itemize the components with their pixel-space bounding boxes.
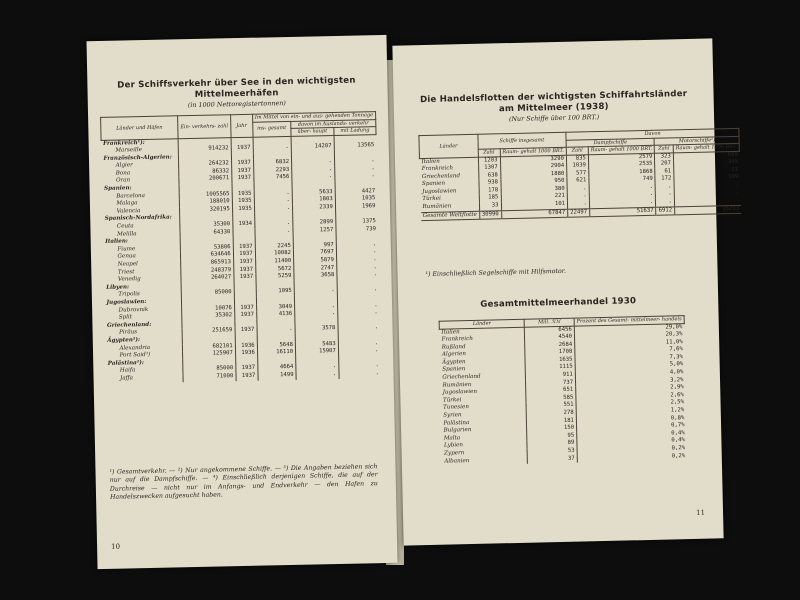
row-label: Rußland	[441, 343, 466, 351]
row-value: 1935	[232, 206, 254, 214]
row-percent: 7,3%	[575, 354, 685, 364]
col-header-traffic: Ein- verkehrs- zahl	[178, 115, 231, 139]
row-label: Alexandria	[119, 344, 151, 352]
row-label: Neapel	[117, 261, 138, 268]
row-value: 53	[527, 448, 577, 457]
row-label: Oran	[115, 177, 131, 185]
row-label: Dubrovnik	[118, 306, 149, 314]
row-value: .	[254, 205, 292, 213]
row-percent: 3,2%	[575, 377, 685, 387]
row-value: 172	[655, 176, 674, 184]
right-page	[392, 38, 740, 545]
row-label: Italien	[421, 158, 440, 165]
row-value: 682101	[182, 343, 235, 352]
row-label: Tunesien	[443, 404, 469, 412]
row-label: Bulgarien	[443, 427, 472, 434]
fleet-total-c: 22497	[568, 208, 590, 217]
row-label: Ceuta	[116, 223, 134, 230]
row-value: 2904	[500, 163, 567, 172]
row-value: 178	[479, 187, 501, 195]
row-value: 997	[293, 242, 336, 250]
row-label: Fiume	[117, 246, 136, 253]
row-value: 651	[526, 387, 576, 396]
row-label: Rumänien	[422, 203, 452, 211]
trade-table-body	[439, 323, 687, 466]
row-label: Spanisch-Nordafrika:	[104, 214, 172, 223]
row-value: 4540	[525, 334, 575, 343]
row-value: .	[656, 198, 675, 207]
row-value: 33	[479, 202, 501, 211]
row-value: 835	[566, 154, 588, 163]
row-value: .	[589, 199, 656, 209]
left-page-number: 10	[111, 542, 121, 551]
row-value: .	[338, 340, 380, 348]
left-page-title: Der Schiffsverkehr über See in den wichtigsten Mittelmeerhäfen	[117, 75, 356, 100]
row-label: Italien	[441, 328, 460, 336]
row-value: 199	[674, 174, 741, 183]
row-value: .	[674, 182, 741, 191]
row-value: 7697	[293, 249, 336, 257]
fleet-total-f: 15233	[674, 205, 741, 215]
row-label: Barcelona	[116, 192, 145, 200]
row-value: 3290	[500, 155, 567, 165]
row-value: 86332	[179, 168, 232, 177]
row-label: Griechenland	[421, 172, 461, 180]
right-page-number: 11	[696, 508, 706, 517]
row-value: 1039	[567, 162, 589, 170]
row-value: 35302	[182, 312, 235, 321]
row-value: 13565	[334, 142, 376, 150]
col-header-own: ins- gesamt	[252, 121, 291, 137]
left-page	[87, 35, 398, 569]
row-label: Jaffa	[120, 375, 134, 382]
row-value: .	[292, 158, 335, 166]
row-value: .	[296, 371, 339, 379]
row-label: Lybien	[443, 442, 464, 450]
row-value: 1095	[256, 288, 294, 296]
row-value: 1969	[335, 203, 377, 211]
row-value: 207	[655, 160, 674, 168]
row-value: 1934	[233, 221, 255, 229]
row-value: 264027	[181, 274, 234, 283]
row-value: 89	[527, 440, 577, 449]
trade-col-pct: Prozent des Gesamt- mittelmeer- handels	[574, 316, 684, 326]
row-value: .	[567, 185, 589, 193]
row-label: Jugoslawien	[422, 188, 457, 195]
row-value: .	[255, 220, 293, 228]
row-value: 61	[655, 168, 674, 176]
row-value: .	[337, 286, 379, 294]
row-value: .	[292, 173, 335, 181]
row-value: 14207	[291, 143, 334, 151]
row-value: .	[339, 370, 381, 378]
fleet-col-tons: Raum- gehalt 1000 BRT.	[673, 143, 740, 152]
row-value: .	[336, 256, 378, 264]
row-label: Albanien	[444, 457, 470, 465]
row-value: 3658	[294, 272, 337, 280]
row-value: 1005565	[179, 191, 232, 200]
col-header-foreign: davon im Auslands- verkehr	[291, 119, 376, 128]
row-percent: 1,2%	[576, 407, 686, 417]
row-value: 3049	[256, 303, 294, 311]
row-value: .	[674, 197, 741, 207]
row-value: .	[589, 184, 656, 193]
col-header-year: Jahr	[230, 114, 252, 137]
row-label: Bona	[115, 170, 131, 177]
row-label: Melilla	[116, 230, 137, 238]
row-value: 2747	[294, 265, 337, 273]
row-value: 585	[526, 394, 576, 403]
row-value: 37	[528, 455, 578, 464]
row-value: 2293	[253, 167, 291, 175]
row-percent: 0,7%	[577, 422, 687, 432]
row-value: 15907	[296, 348, 339, 356]
row-value: .	[296, 363, 339, 371]
row-label: Griechenland:	[106, 321, 152, 329]
row-value: 221	[501, 193, 568, 202]
row-value: 2339	[292, 204, 335, 212]
fleet-total-label: Gesamte Weltflotte	[422, 211, 477, 219]
row-label: Rumänien	[442, 381, 472, 389]
row-value: 85000	[181, 290, 234, 299]
row-value: 4664	[258, 364, 296, 372]
row-value: 911	[526, 372, 576, 381]
row-value: 1937	[231, 168, 253, 176]
fleet-col-count: Zahl	[478, 149, 500, 157]
row-value: 16110	[257, 349, 295, 357]
row-value: 1937	[234, 266, 256, 274]
row-value: .	[338, 347, 380, 355]
row-value: .	[253, 144, 291, 152]
row-value: 323	[655, 152, 674, 161]
row-value: 938	[479, 180, 501, 188]
row-value: .	[295, 303, 338, 311]
row-value: 251659	[182, 327, 235, 336]
row-label: Frankreich	[441, 336, 474, 343]
fleet-col-tons: Raum- gehalt 1000 BRT.	[588, 145, 655, 154]
row-value: 1937	[236, 373, 258, 381]
row-value: .	[295, 310, 338, 318]
trade-col-value: Mill. ℛℳ	[524, 318, 574, 327]
fleet-col-motor: Motorschiffe¹)	[654, 136, 739, 145]
row-percent: 4,0%	[575, 369, 685, 379]
row-value: 345	[673, 159, 740, 168]
row-value: .	[294, 287, 337, 295]
row-label: Algerien	[441, 351, 467, 358]
row-value: 11400	[255, 258, 293, 266]
row-label: Französisch-Algerien:	[103, 154, 172, 162]
row-percent: 7,6%	[575, 346, 685, 356]
row-label: Türkei	[422, 196, 441, 203]
row-value: 1937	[235, 327, 257, 335]
row-value: 1936	[235, 350, 257, 358]
row-value: 5648	[257, 341, 295, 349]
row-value: 181	[527, 417, 577, 426]
row-percent: 2,5%	[576, 400, 686, 410]
row-value: .	[337, 264, 379, 272]
row-value: 95	[527, 432, 577, 441]
row-label: Venedig	[117, 276, 141, 283]
row-value: 1880	[500, 170, 567, 179]
row-value: 248379	[181, 267, 234, 276]
fleet-subtitle: (Nur Schiffe über 100 BRT.)	[508, 113, 600, 124]
row-value: 1937	[236, 365, 258, 373]
row-value: 1937	[234, 304, 256, 312]
trade-col-country: Länder	[439, 319, 525, 328]
row-value: 7456	[254, 174, 292, 182]
row-value: 10076	[182, 305, 235, 314]
row-value: .	[589, 191, 656, 200]
row-value: .	[335, 173, 377, 181]
fleet-total-d: 51637	[589, 207, 656, 217]
row-value: .	[567, 193, 589, 201]
row-value: .	[337, 302, 379, 310]
row-percent: 0,4%	[577, 430, 687, 440]
row-value: 1937	[234, 274, 256, 282]
row-label: Griechenland	[442, 373, 481, 381]
row-value: 680	[673, 151, 740, 161]
fleet-total-b: 67847	[501, 209, 568, 219]
row-label: Ägypten²):	[107, 337, 141, 344]
row-label: Frankreich¹):	[103, 139, 145, 147]
row-value: 35300	[180, 221, 233, 230]
row-value: 150	[527, 425, 577, 434]
trade-title: Gesamtmittelmeerhandel 1930	[480, 296, 637, 310]
row-value: 2535	[588, 161, 655, 170]
row-percent: 20,3%	[574, 331, 684, 341]
row-value: 53806	[180, 244, 233, 253]
fleet-col-count: Zahl	[566, 147, 588, 155]
row-value: .	[254, 190, 292, 198]
row-value: 5483	[295, 341, 338, 349]
fleet-col-steam: Dampfschiffe	[566, 138, 655, 148]
row-label: Spanien	[442, 366, 466, 374]
row-label: Genua	[117, 253, 136, 261]
row-value: 1936	[235, 342, 257, 350]
row-label: Tripolis	[118, 291, 140, 298]
row-value: 6832	[253, 159, 291, 167]
row-label: Triest	[117, 268, 135, 276]
row-value: 101	[501, 201, 568, 211]
row-value: 1935	[232, 190, 254, 198]
col-header-group: Im Mittel von ein- und aus- gehenden Tonnage	[252, 112, 375, 122]
row-value: 5259	[256, 273, 294, 281]
row-label: Zypern	[444, 450, 465, 457]
row-value: 1937	[231, 160, 253, 168]
row-value: 914232	[178, 145, 231, 154]
row-percent: 0,2%	[577, 453, 687, 463]
row-value: 950	[500, 178, 567, 187]
row-label: Italien:	[105, 238, 129, 246]
col-header-country: Länder und Häfen	[101, 116, 178, 140]
row-label: Syrien	[443, 412, 462, 419]
row-value: 85000	[183, 365, 236, 374]
fleet-footnote: ¹) Einschließlich Segelschiffe mit Hilfsmotor.	[425, 267, 567, 278]
row-value: 1868	[589, 168, 656, 177]
row-value: .	[674, 189, 741, 198]
row-label: Frankreich	[421, 165, 454, 173]
row-percent: 2,6%	[576, 392, 686, 402]
row-percent: 0,2%	[577, 445, 687, 455]
row-value: 739	[336, 226, 378, 234]
row-value: 1375	[336, 218, 378, 226]
row-value: .	[336, 241, 378, 249]
row-value: .	[334, 157, 376, 165]
row-value: 278	[527, 410, 577, 419]
row-value: 551	[526, 402, 576, 411]
row-value: 1035	[335, 195, 377, 203]
fleet-title: Die Handelsflotten der wichtigsten Schiffahrtsländer am Mittelmeer (1938)	[419, 89, 688, 115]
col-header-total: über- haupt	[291, 128, 334, 136]
row-value: 1937	[232, 175, 254, 183]
row-value: 749	[589, 176, 656, 185]
row-value: 1708	[525, 349, 575, 358]
row-value: .	[339, 362, 381, 370]
row-value: 1257	[293, 227, 336, 235]
row-percent: 11,0%	[575, 339, 685, 349]
row-value: 320195	[179, 206, 232, 215]
row-value: 865913	[181, 259, 234, 268]
row-label: Spanien	[421, 180, 446, 188]
row-label: Marseille	[115, 147, 142, 154]
fleet-col-tons: Raum- gehalt 1000 BRT.	[500, 147, 567, 156]
row-label: Malta	[443, 435, 461, 442]
row-value: 125907	[182, 350, 235, 359]
row-label: Valencia	[116, 207, 141, 215]
row-value: .	[656, 191, 675, 199]
row-label: Palästina²):	[107, 359, 144, 367]
row-value: 2899	[293, 219, 336, 227]
row-value: 577	[567, 170, 589, 178]
row-value: .	[257, 326, 295, 334]
row-value: 10082	[255, 250, 293, 258]
trade-table	[439, 315, 688, 466]
row-value: 1937	[233, 244, 255, 252]
row-label: Split	[118, 314, 133, 321]
row-percent: 5,0%	[575, 362, 685, 372]
row-percent: 0,4%	[577, 438, 687, 448]
row-label: Türkei	[442, 397, 462, 404]
fleet-col-total: Schiffe insgesamt	[478, 132, 567, 149]
col-header-ballast: mit Ladung	[334, 127, 376, 135]
row-value: 4427	[335, 188, 377, 196]
left-page-subtitle: (in 1000 Nettoregistertonnen)	[187, 99, 286, 110]
row-percent: 0,8%	[576, 415, 686, 425]
row-value: 185	[479, 195, 501, 203]
row-percent: 29,0%	[574, 323, 684, 334]
row-label: Palästina	[443, 419, 470, 427]
row-value: 1203	[478, 156, 500, 165]
row-value: 188010	[179, 198, 232, 207]
row-label: Jugoslawien:	[106, 298, 147, 306]
fleet-col-count: Zahl	[655, 145, 674, 153]
row-value: 200671	[179, 176, 232, 185]
row-value: .	[255, 228, 293, 236]
row-value: 1499	[258, 372, 296, 380]
row-value: 737	[526, 379, 576, 388]
harbor-traffic-table	[100, 111, 382, 383]
row-label: Malaga	[116, 200, 138, 207]
row-value: 1115	[526, 364, 576, 373]
row-value: 380	[501, 186, 568, 195]
row-value: 1937	[233, 251, 255, 259]
fleet-table-body	[419, 151, 741, 212]
row-value: 264232	[179, 160, 232, 169]
fleet-total-a: 30990	[479, 210, 501, 219]
row-value: .	[338, 324, 380, 332]
row-value: .	[567, 200, 589, 209]
row-value: 71000	[183, 373, 236, 382]
row-value: 6456	[525, 326, 575, 335]
fleet-col-country: Länder	[419, 134, 478, 158]
row-label: Libyen:	[106, 284, 130, 291]
row-value: 4136	[256, 311, 294, 319]
row-label: Haifa	[119, 367, 136, 374]
row-value: .	[254, 197, 292, 205]
row-value: .	[336, 249, 378, 257]
row-label: Algier	[115, 162, 133, 169]
row-value: 1937	[233, 259, 255, 267]
fleet-col-group: Davon	[566, 128, 739, 139]
row-value: 2684	[525, 341, 575, 350]
row-value: 1635	[525, 357, 575, 366]
row-value: .	[335, 165, 377, 173]
row-value: 621	[567, 178, 589, 186]
row-value: .	[338, 309, 380, 317]
row-value: 1935	[232, 198, 254, 206]
row-label: Piräus	[119, 329, 138, 336]
row-value: 1803	[292, 196, 335, 204]
left-page-footnote: ¹) Gesamtverkehr. — ²) Nur angekommene Schiffe. — ³) Die Angaben beziehen sich nur auf die Dampfschiffe. — ⁴) Einschließlich derjenigen Schiffe, die auf der Durchreise — nicht nur im Anfangs- und Endverkehr — den Hafen zu Handelszwecken aufgesucht haben.	[109, 463, 378, 502]
row-value: 1937	[231, 145, 253, 153]
row-value: 1937	[234, 312, 256, 320]
row-value: 5879	[294, 257, 337, 265]
row-value: 2245	[255, 243, 293, 251]
row-value: 3578	[295, 325, 338, 333]
row-label: Ägypten	[442, 358, 466, 366]
row-value: 5672	[256, 266, 294, 274]
row-value: 5633	[292, 189, 335, 197]
fleet-total-e: 6912	[656, 206, 675, 215]
row-label: Port Said³)	[119, 352, 151, 359]
row-value: 64330	[180, 229, 233, 238]
row-value: 2579	[588, 153, 655, 163]
row-value: 634646	[180, 252, 233, 261]
row-value: 1307	[478, 164, 500, 172]
row-label: Spanien:	[104, 185, 132, 192]
row-value: 638	[478, 172, 500, 180]
row-value: .	[337, 271, 379, 279]
row-value: .	[655, 183, 674, 191]
fleet-table	[418, 128, 741, 222]
harbor-table-body	[101, 134, 381, 383]
row-percent: 2,9%	[576, 384, 686, 394]
row-label: Jugoslawien	[442, 389, 478, 396]
row-value: .	[292, 166, 335, 174]
row-value: 21	[674, 167, 741, 176]
